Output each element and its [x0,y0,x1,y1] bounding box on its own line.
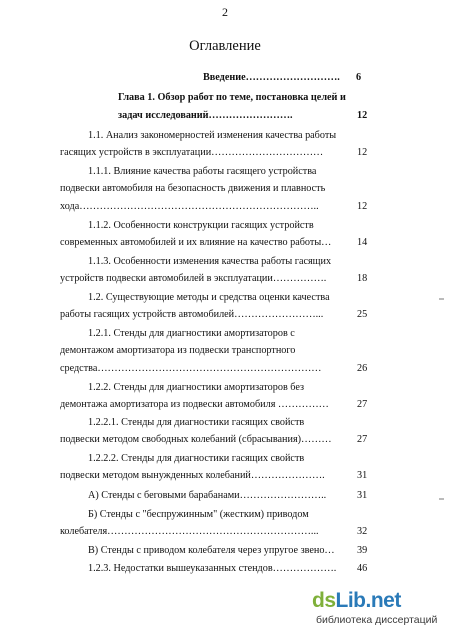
toc-page-number: 14 [357,237,368,248]
toc-entry-text: Б) Стенды с "беспружинным" (жестким) приводом [88,509,309,520]
toc-entry-text: 1.2.3. Недостатки вышеуказанных стендов………………. [88,563,337,574]
toc-heading: Оглавление [189,38,261,54]
page-number: 2 [222,5,228,19]
toc-page-number: 31 [357,490,368,501]
toc-page-number: 46 [357,563,368,574]
toc-entry-text: А) Стенды с беговыми барабанами…………………….. [88,490,327,501]
toc-page-number: 18 [357,273,368,284]
toc-page-number: 12 [357,147,368,158]
toc-entry-text: средства………………………………………………………… [60,363,322,374]
toc-entry-text: В) Стенды с приводом колебателя через упругое звено… [88,545,335,556]
toc-entry-text: гасящих устройств в эксплуатации…………………………… [60,147,324,158]
toc-entry-text: подвески методом вынужденных колебаний…………………. [60,470,325,481]
toc-entry-text: демонтажа амортизатора из подвески автомобиля …………… [60,399,329,410]
toc-page-number: 6 [356,72,362,83]
dslib-logo [312,589,401,613]
toc-page-number: 12 [357,201,368,212]
logo-suffix: Lib.net [335,589,401,612]
toc-entry-text: Глава 1. Обзор работ по теме, постановка целей и [118,92,346,103]
toc-page-number: 39 [357,545,368,556]
toc-page-number: 32 [357,526,368,537]
toc-page-number: 25 [357,309,368,320]
toc-entry-text: 1.2.2.2. Стенды для диагностики гасящих свойств [88,453,305,464]
scan-mark [439,298,444,300]
toc-entry-text: 1.2.2.1. Стенды для диагностики гасящих свойств [88,417,305,428]
toc-entry-text: 1.2.1. Стенды для диагностики амортизаторов с [88,328,295,339]
toc-page-number: 27 [357,399,368,410]
toc-page-number: 31 [357,470,368,481]
toc-page-number: 26 [357,363,368,374]
scan-mark [439,498,444,500]
toc-entry-text: 1.1.1. Влияние качества работы гасящего устройства [88,166,317,177]
toc-entry-text: задач исследований……………………. [118,110,293,121]
logo-prefix: ds [312,589,336,612]
toc-entry-text: 1.1.2. Особенности конструкции гасящих устройств [88,220,314,231]
toc-entry-text: колебателя……………………………………………………... [60,526,319,537]
toc-entry-text: демонтажом амортизатора из подвески транспортного [60,345,296,356]
toc-entry-text: 1.2. Существующие методы и средства оценки качества [88,292,330,303]
toc-entry-text: 1.2.2. Стенды для диагностики амортизаторов без [88,382,305,393]
toc-page-number: 12 [357,110,368,121]
toc-entry-text: 1.1. Анализ закономерностей изменения качества работы [88,130,337,141]
toc-entry-text: подвески методом свободных колебаний (сбрасывания)……… [60,434,332,445]
toc-entry-text: современных автомобилей и их влияние на качество работы… [60,237,332,248]
toc-entry-text: хода…………………………………………………………….. [60,201,319,212]
toc-entry-text: работы гасящих устройств автомобилей……………………... [60,309,324,320]
watermark-tagline: библиотека диссертаций [316,614,438,626]
toc-entry-text: 1.1.3. Особенности изменения качества работы гасящих [88,256,332,267]
toc-entry-text: Введение………………………. [203,72,340,83]
toc-entry-text: подвески автомобиля на безопасность движения и плавность [60,183,326,194]
toc-entry-text: устройств подвески автомобилей в эксплуатации……………. [60,273,327,284]
toc-page-number: 27 [357,434,368,445]
